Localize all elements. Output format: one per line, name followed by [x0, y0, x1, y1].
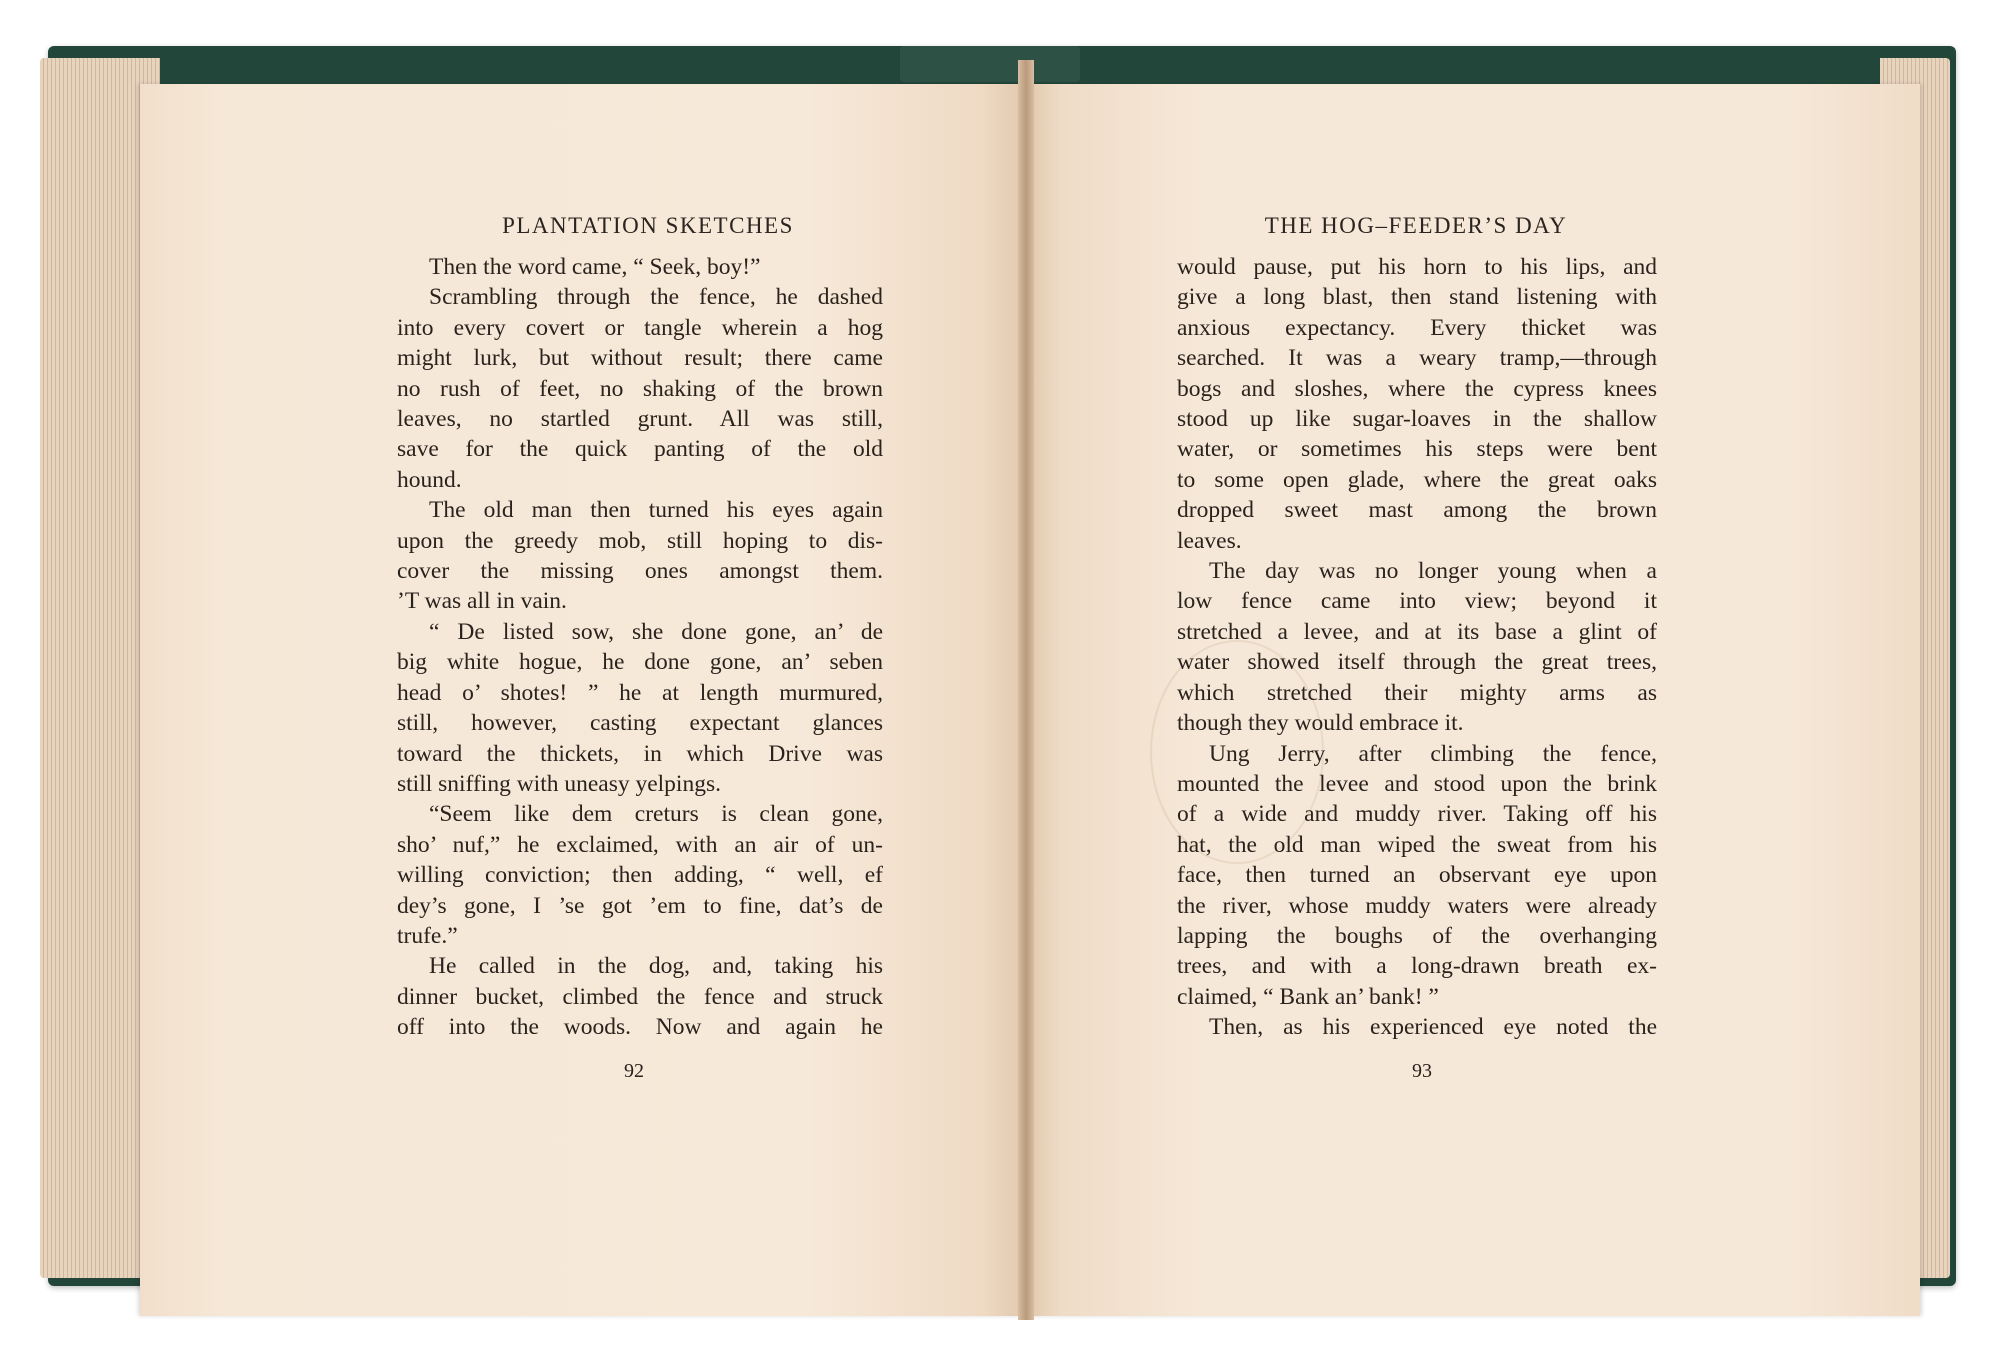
text-line: give a long blast, then stand listening with	[1177, 284, 1657, 311]
text-line: upon the greedy mob, still hoping to dis-	[397, 527, 883, 554]
text-line: bogs and sloshes, where the cypress knees	[1177, 375, 1657, 402]
text-line: though they would embrace it.	[1177, 710, 1464, 737]
text-line: big white hogue, he done gone, an’ seben	[397, 649, 883, 676]
text-line: “ De listed sow, she done gone, an’ de	[429, 618, 883, 645]
right-running-header: THE HOG–FEEDER’S DAY	[1264, 213, 1568, 238]
text-line: stretched a levee, and at its base a glint of	[1177, 618, 1657, 645]
text-line: leaves, no startled grunt. All was still,	[397, 406, 883, 433]
text-line: the river, whose muddy waters were already	[1177, 892, 1657, 919]
text-line: dinner bucket, climbed the fence and struck	[397, 983, 883, 1010]
text-line: willing conviction; then adding, “ well, ef	[397, 862, 883, 889]
left-page-number: 92	[624, 1060, 644, 1082]
text-line: Then the word came, “ Seek, boy!”	[429, 254, 761, 280]
text-line: “Seem like dem creturs is clean gone,	[429, 801, 883, 828]
text-line: mounted the levee and stood upon the brink	[1177, 770, 1657, 797]
text-line: claimed, “ Bank an’ bank! ”	[1177, 983, 1439, 1010]
text-line: sho’ nuf,” he exclaimed, with an air of un-	[397, 831, 883, 858]
text-line: The old man then turned his eyes again	[429, 497, 883, 524]
text-line: anxious expectancy. Every thicket was	[1177, 314, 1657, 341]
text-line: face, then turned an observant eye upon	[1177, 862, 1657, 889]
text-line: dey’s gone, I ’se got ’em to fine, dat’s de	[397, 892, 883, 919]
text-line: dropped sweet mast among the brown	[1177, 497, 1657, 524]
text-line: toward the thickets, in which Drive was	[397, 740, 883, 767]
left-page-text	[397, 252, 883, 1043]
text-line: into every covert or tangle wherein a hog	[397, 314, 883, 341]
text-line: stood up like sugar-loaves in the shallow	[1177, 406, 1657, 433]
book-spine	[900, 46, 1080, 82]
text-line: water, or sometimes his steps were bent	[1177, 436, 1657, 463]
text-line: still sniffing with uneasy yelpings.	[397, 770, 721, 797]
text-line: save for the quick panting of the old	[397, 436, 883, 463]
text-line: head o’ shotes! ” he at length murmured,	[397, 679, 883, 706]
text-line: leaves.	[1177, 527, 1242, 554]
text-line: to some open glade, where the great oaks	[1177, 466, 1657, 493]
text-line: cover the missing ones amongst them.	[397, 558, 883, 585]
text-line: hound.	[397, 466, 462, 493]
right-page-text	[1177, 252, 1657, 1043]
text-line: ’T was all in vain.	[397, 588, 567, 615]
text-line: off into the woods. Now and again he	[397, 1014, 883, 1041]
left-running-header: PLANTATION SKETCHES	[502, 213, 794, 238]
text-line: Then, as his experienced eye noted the	[1209, 1014, 1657, 1041]
text-line: Scrambling through the fence, he dashed	[429, 284, 883, 311]
text-line: He called in the dog, and, taking his	[429, 953, 883, 980]
text-line: trees, and with a long-drawn breath ex-	[1177, 953, 1657, 980]
text-line: still, however, casting expectant glances	[397, 710, 883, 737]
text-line: of a wide and muddy river. Taking off his	[1177, 801, 1657, 828]
text-line: no rush of feet, no shaking of the brown	[397, 375, 883, 402]
text-line: lapping the boughs of the overhanging	[1177, 922, 1657, 949]
text-line: The day was no longer young when a	[1209, 558, 1657, 585]
text-line: would pause, put his horn to his lips, and	[1177, 254, 1657, 280]
text-line: searched. It was a weary tramp,—through	[1177, 345, 1657, 372]
right-page-number: 93	[1412, 1060, 1432, 1082]
text-line: might lurk, but without result; there came	[397, 345, 883, 372]
text-line: which stretched their mighty arms as	[1177, 679, 1657, 706]
text-line: Ung Jerry, after climbing the fence,	[1209, 740, 1657, 767]
text-line: low fence came into view; beyond it	[1177, 588, 1657, 615]
text-line: trufe.”	[397, 922, 458, 949]
text-line: water showed itself through the great trees,	[1177, 649, 1657, 676]
book-gutter	[1018, 60, 1034, 1320]
text-line: hat, the old man wiped the sweat from his	[1177, 831, 1657, 858]
